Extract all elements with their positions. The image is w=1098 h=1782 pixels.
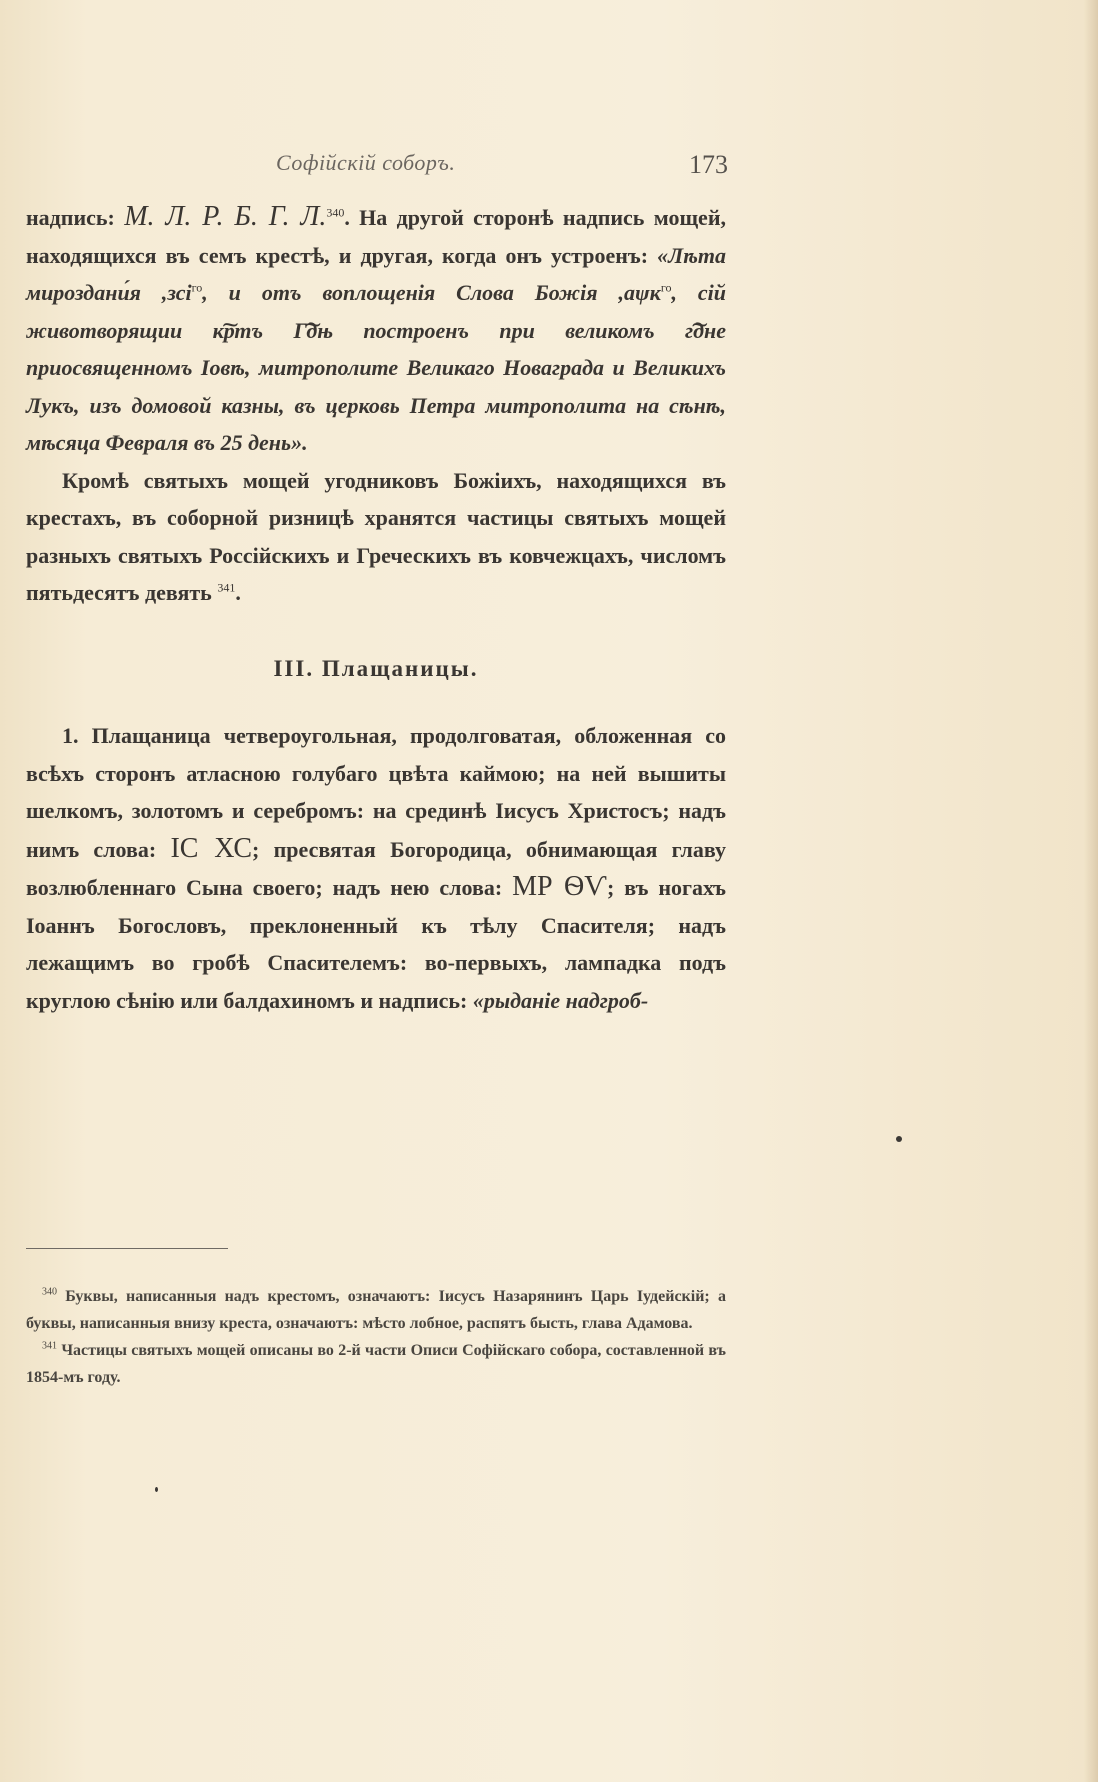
monogram-christ: ІС ХС — [170, 832, 253, 864]
superscript: го — [191, 280, 203, 295]
section-title: III. Плащаницы. — [273, 655, 479, 681]
footnote-rule — [26, 1248, 228, 1249]
paragraph-shroud — [26, 717, 726, 1019]
footnote-mark: 340 — [42, 1286, 57, 1298]
footnote-340 — [26, 1283, 726, 1337]
running-head: Софійскій соборъ. — [276, 150, 456, 175]
footnote-341 — [26, 1337, 726, 1391]
footnote-ref-341: 341 — [217, 580, 236, 595]
superscript: го — [660, 280, 672, 295]
footnotes — [26, 1283, 726, 1391]
quote-text: , и отъ воплощенія Слова Божія ,аѱк — [202, 280, 661, 305]
paragraph-relics — [26, 462, 726, 612]
quote-text: , сій животворящии к͠ртъ Г͠дњ построенъ при великомъ г͠дне приосвященномъ Іовѣ, митрополите Великаго Новаграда и Великихъ Лукъ, изъ домовой казны, въ церковь Петра митрополита на сѣнѣ, мѣсяца Февраля въ 25 день». — [26, 280, 726, 455]
paper-speck — [155, 1487, 158, 1492]
page-header — [276, 150, 728, 190]
text-span: 1. Плащаница четвероугольная, продолговатая, обложенная со всѣхъ сторонъ атласною голубаго цвѣта каймою; на ней вышиты шелкомъ, золотомъ и серебромъ: на срединѣ Іисусъ Христосъ; надъ нимъ слова: — [26, 723, 726, 862]
main-text — [26, 198, 726, 1019]
footnote-mark: 341 — [42, 1340, 57, 1352]
monogram-theotokos: МР ѲѴ — [512, 871, 607, 902]
text-span: ; въ ногахъ Іоаннъ Богословъ, преклоненный къ тѣлу Спасителя; надъ лежащимъ во гробѣ Спасителемъ: во-первыхъ, лампадка подъ круглою сѣнію или балдахиномъ и надпись: — [26, 875, 727, 1013]
cross-letters: М. Л. Р. Б. Г. Л. — [124, 201, 327, 232]
paragraph-inscription — [26, 198, 726, 462]
text-span: Кромѣ святыхъ мощей угодниковъ Божіихъ, находящихся въ крестахъ, въ соборной ризницѣ хранятся частицы святыхъ мощей разныхъ святыхъ Россійскихъ и Греческихъ въ ковчежцахъ, числомъ пятьдесятъ девять — [26, 467, 726, 605]
paper-speck — [896, 1136, 902, 1142]
page-number: 173 — [689, 150, 728, 179]
footnote-ref-340: 340 — [326, 205, 345, 220]
page-edge-shadow — [1084, 0, 1098, 1782]
text-span: надпись: — [26, 205, 125, 230]
quote-text: «Лѣта мироздани́я ,зсі — [26, 242, 726, 305]
footnote-text: Частицы святыхъ мощей описаны во 2-й части Описи Софійскаго собора, составленной въ 1854-мъ году. — [26, 1342, 727, 1386]
text-span: . На другой сторонѣ надпись мощей, находящихся въ семъ крестѣ, и другая, когда онъ устроенъ: — [26, 205, 726, 268]
text-span: . — [235, 580, 241, 605]
quote-text: «рыданіе надгроб- — [472, 987, 649, 1013]
text-span: ; пресвятая Богородица, обнимающая главу возлюбленнаго Сына своего; надъ нею слова: — [26, 836, 726, 900]
footnote-text: Буквы, написанныя надъ крестомъ, означаютъ: Іисусъ Назарянинъ Царь Іудейскій; а буквы, написанныя внизу креста, означаютъ: мѣсто лобное, распятъ бысть, глава Адамова. — [26, 1288, 727, 1332]
